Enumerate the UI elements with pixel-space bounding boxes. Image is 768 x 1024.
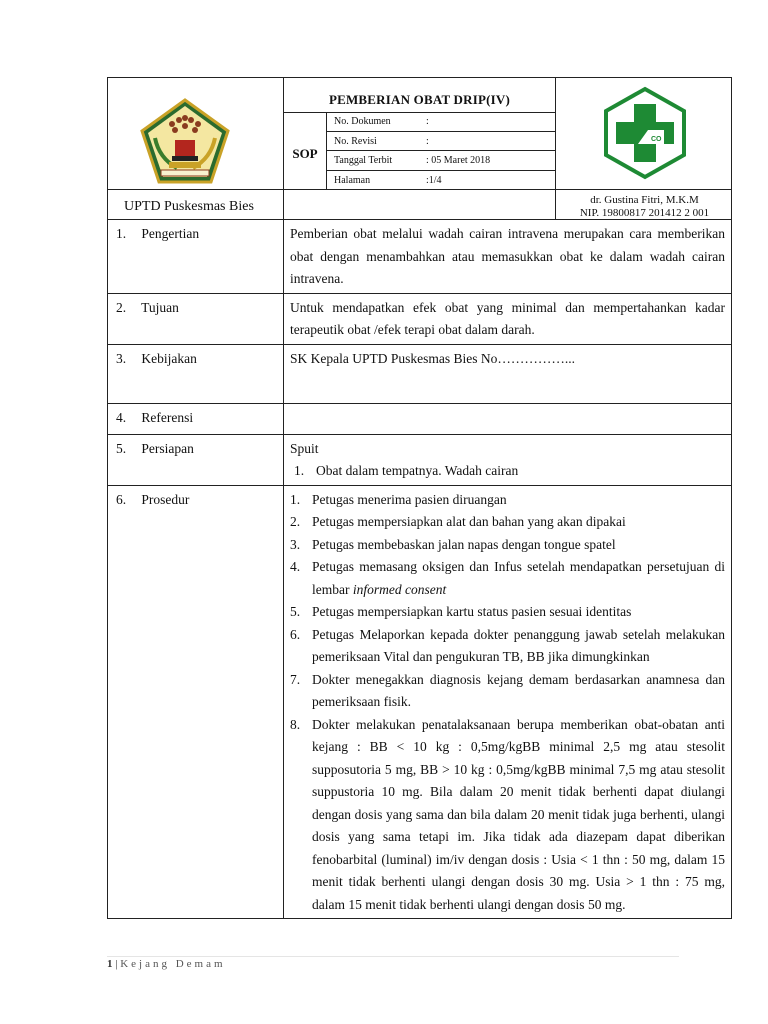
content-persiapan [284,434,732,485]
list-item: 1. Petugas menerima pasien diruangan [290,491,507,507]
label-referensi: 4. Referensi [108,403,284,434]
regency-emblem [108,78,283,189]
meta-row-revisi: No. Revisi : [326,132,555,152]
list-item: 7. Dokter menegakkan diagnosis kejang demam berdasarkan anamnesa dan pemeriksaan fisik. [290,671,725,709]
signatory [556,194,733,220]
content-kebijakan: SK Kepala UPTD Puskesmas Bies No……………... [284,344,732,403]
list-item: 1. Obat dalam tempatnya. Wadah cairan [294,463,519,478]
footer-title: Kejang Demam [120,958,226,970]
content-referensi [284,403,732,434]
content-tujuan: Untuk mendapatkan efek obat yang minimal dan mempertahankan kadar terapeutik obat /efek terapi obat dalam darah. [284,293,732,344]
label-tujuan: 2. Tujuan [108,293,284,344]
persiapan-line: Spuit [290,440,319,456]
signatory-name: dr. Gustina Fitri, M.K.M [590,194,699,206]
content-prosedur [284,485,732,919]
meta-row-tanggal: Tanggal Terbit : 05 Maret 2018 [326,151,555,171]
sop-label: SOP [292,146,318,161]
list-item: 3. Petugas membebaskan jalan napas dengan tongue spatel [290,536,616,552]
sop-header [107,77,732,220]
document-meta [326,112,555,190]
unit-name: UPTD Puskesmas Bies [124,199,254,214]
signatory-nip: NIP. 19800817 201412 2 001 [579,207,710,219]
row-pengertian [108,220,732,294]
label-persiapan: 5. Persiapan [108,434,284,485]
puskesmas-cross-icon [598,86,692,180]
row-persiapan [108,434,732,485]
svg-text:CO: CO [651,136,662,143]
page-number: 1 [107,958,113,970]
sop-document [107,77,732,919]
content-pengertian: Pemberian obat melalui wadah cairan intravena merupakan cara memberikan obat dengan menambahkan atau memasukkan obat ke dalam wadah cairan intravena. [284,220,732,294]
document-title: PEMBERIAN OBAT DRIP(IV) [328,92,511,107]
row-tujuan [108,293,732,344]
list-item: 6. Petugas Melaporkan kepada dokter penanggung jawab setelah melakukan pemeriksaan Vital dan pengukuran TB, BB jika dimungkinkan [290,626,725,664]
regency-emblem-icon [139,98,231,184]
sop-content-table [107,219,732,919]
puskesmas-logo [598,86,692,185]
label-prosedur: 6. Prosedur [108,485,284,919]
label-pengertian: 1. Pengertian [108,220,284,294]
list-item: 5. Petugas mempersiapkan kartu status pasien sesuai identitas [290,604,632,619]
row-kebijakan [108,344,732,403]
meta-row-halaman: Halaman :1/4 [334,174,442,186]
label-kebijakan: 3. Kebijakan [108,344,284,403]
row-referensi [108,403,732,434]
row-prosedur [108,485,732,919]
list-item: 2. Petugas mempersiapkan alat dan bahan yang akan dipakai [290,514,626,529]
list-item: 8. Dokter melakukan penatalaksanaan berupa memberikan obat-obatan anti kejang : BB < 10 kg : 0,5mg/kgBB minimal 2,5 mg atau stesolit supposutoria 5 mg, BB > 10 kg : 0,5mg/kgBB minimal 7,5 mg atau stesolit suppustoria 10 mg. Bila dalam 20 menit tidak berhenti dapat diulangi dengan dosis yang sama dan bila dalam 20 menit tidak juga berhenti, ulangi dosis yang sama tetapi im. Jika tidak ada diazepam dapat diberikan fenobarbital (luminal) im/iv dengan dosis : Usia < 1 thn : 50 mg, dalam 15 menit tidak berhenti ulangi dengan dosis 30 mg. Usia > 1 thn : 75 mg, dalam 15 menit tidak berhenti ulangi dengan dosis 50 mg. [290,716,725,912]
page-footer: 1 | Kejang Demam [107,958,226,970]
list-item: 4. Petugas memasang oksigen dan Infus setelah mendapatkan persetujuan di lembar informed consent [290,559,725,597]
meta-row-dokumen: No. Dokumen : [326,112,555,132]
